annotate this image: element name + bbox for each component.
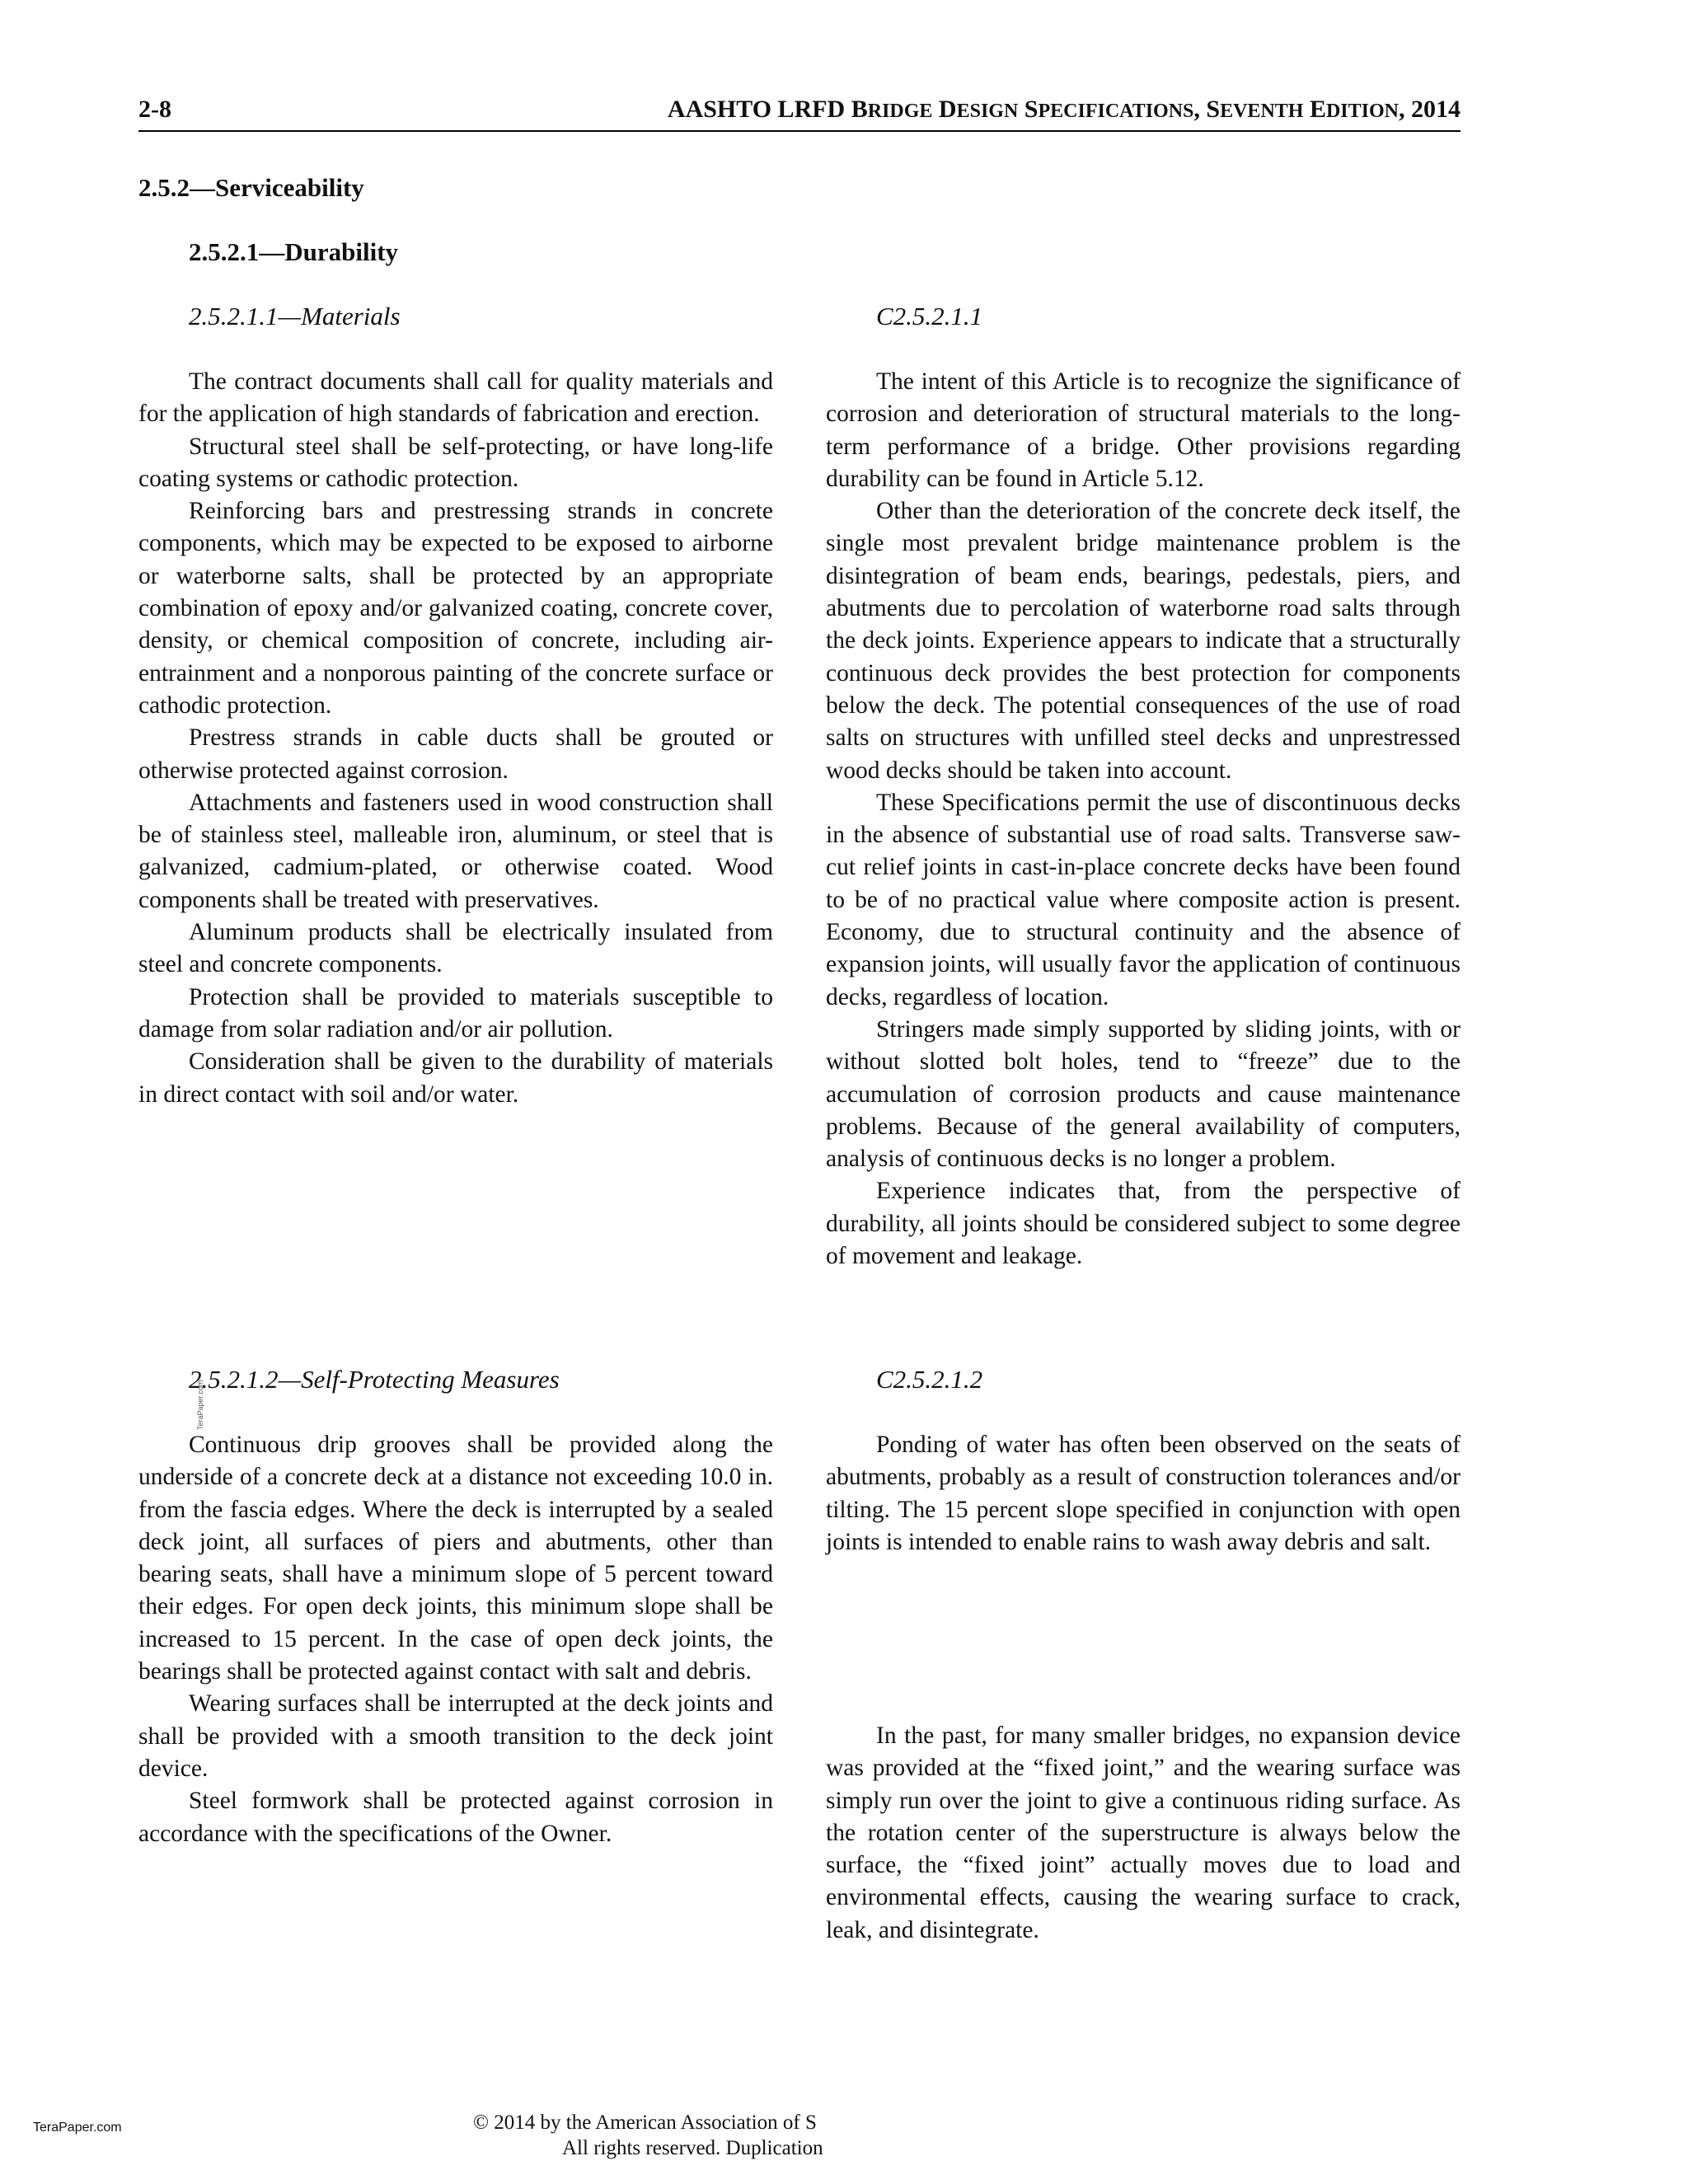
vertical-watermark: TeraPaper.com — [196, 1380, 204, 1430]
subsection-title: 2.5.2.1—Durability — [189, 237, 399, 266]
spec-paragraph: Reinforcing bars and prestressing strands in concrete components, which may be expected to be exposed to airborne or waterborne salts, shall be protected by an appropriate combination of epoxy and/or galvanized coating, concrete cover, density, or chemical composition of concrete, including air-entrainment and a nonporous painting of the concrete surface or cathodic protection. — [138, 498, 773, 719]
spec-paragraph: Aluminum products shall be electrically insulated from steel and concrete components. — [138, 919, 773, 978]
spec-paragraph: Attachments and fasteners used in wood construction shall be of stainless steel, malleable iron, aluminum, or steel that is galvanized, cadmium-plated, or otherwise coated. Wood components shall be treated with preservatives. — [138, 789, 773, 913]
self-protecting-spec-column — [138, 1429, 773, 1850]
self-protecting-commentary-1 — [826, 1429, 1461, 1558]
commentary-paragraph: In the past, for many smaller bridges, no expansion device was provided at the “fixed joint,” and the wearing surface was simply run over the joint to give a continuous riding surface. As the rotation center of the superstructure is always below the surface, the “fixed joint” actually moves due to load and environmental effects, causing the wearing surface to crack, leak, and disintegrate. — [826, 1722, 1461, 1943]
page-number: 2-8 — [138, 96, 171, 123]
self-protecting-commentary-2 — [826, 1720, 1461, 1947]
spec-paragraph: Structural steel shall be self-protecting, or have long-life coating systems or cathodic protection. — [138, 433, 773, 492]
running-title: AASHTO LRFD BRIDGE DESIGN SPECIFICATIONS, SEVENTH EDITION, 2014 — [667, 96, 1461, 123]
materials-spec-column — [138, 366, 773, 1111]
commentary-paragraph: Stringers made simply supported by sliding joints, with or without slotted bolt holes, tend to “freeze” due to the accumulation of corrosion products and cause maintenance problems. Because of the general availability of computers, analysis of continuous decks is no longer a problem. — [826, 1015, 1461, 1173]
header-rule — [138, 130, 1461, 132]
commentary-paragraph: The intent of this Article is to recognize the significance of corrosion and deterioration of structural materials to the long-term performance of a bridge. Other provisions regarding durability can be found in Article 5.12. — [826, 368, 1461, 492]
watermark-text: TeraPaper.com — [33, 2121, 122, 2135]
commentary-paragraph: These Specifications permit the use of discontinuous decks in the absence of substantial use of road salts. Transverse saw-cut relief joints in cast-in-place concrete decks have been found to be of no practical value where composite action is present. Economy, due to structural continuity and the absence of expansion joints, will usually favor the application of continuous decks, regardless of location. — [826, 789, 1461, 1010]
materials-commentary-heading: C2.5.2.1.1 — [876, 302, 983, 330]
footer-redaction — [841, 2097, 1236, 2172]
self-protecting-heading: 2.5.2.1.2—Self-Protecting Measures — [189, 1365, 560, 1394]
materials-commentary-column — [826, 366, 1461, 1272]
commentary-paragraph: Experience indicates that, from the perspective of durability, all joints should be considered subject to some degree of movement and leakage. — [826, 1178, 1461, 1270]
rights-line: All rights reserved. Duplication — [562, 2137, 823, 2159]
copyright-line: © 2014 by the American Association of S — [473, 2111, 817, 2134]
materials-heading: 2.5.2.1.1—Materials — [189, 302, 401, 330]
self-protecting-commentary-heading: C2.5.2.1.2 — [876, 1365, 983, 1394]
section-title: 2.5.2—Serviceability — [138, 173, 364, 202]
spec-paragraph: Steel formwork shall be protected against corrosion in accordance with the specifications of the Owner. — [138, 1788, 773, 1847]
spec-paragraph: Protection shall be provided to materials susceptible to damage from solar radiation and/or air pollution. — [138, 983, 773, 1043]
spec-paragraph: Prestress strands in cable ducts shall be grouted or otherwise protected against corrosion. — [138, 724, 773, 784]
spec-paragraph: Wearing surfaces shall be interrupted at the deck joints and shall be provided with a smooth transition to the deck joint device. — [138, 1690, 773, 1782]
spec-paragraph: The contract documents shall call for quality materials and for the application of high standards of fabrication and erection. — [138, 368, 773, 428]
commentary-paragraph: Other than the deterioration of the concrete deck itself, the single most prevalent bridge maintenance problem is the disintegration of beam ends, bearings, pedestals, piers, and abutments due to percolation of waterborne road salts through the deck joints. Experience appears to indicate that a structurally continuous deck provides the best protection for components below the deck. The potential consequences of the use of road salts on structures with unfilled steel decks and unprestressed wood decks should be taken into account. — [826, 498, 1461, 784]
spec-paragraph: Consideration shall be given to the durability of materials in direct contact with soil and/or water. — [138, 1048, 773, 1108]
spec-paragraph: Continuous drip grooves shall be provided along the underside of a concrete deck at a distance not exceeding 10.0 in. from the fascia edges. Where the deck is interrupted by a sealed deck joint, all surfaces of piers and abutments, other than bearing seats, shall have a minimum slope of 5 percent toward their edges. For open deck joints, this minimum slope shall be increased to 15 percent. In the case of open deck joints, the bearings shall be protected against contact with salt and debris. — [138, 1432, 773, 1685]
commentary-paragraph: Ponding of water has often been observed on the seats of abutments, probably as a result of construction tolerances and/or tilting. The 15 percent slope specified in conjunction with open joints is intended to enable rains to wash away debris and salt. — [826, 1432, 1461, 1555]
